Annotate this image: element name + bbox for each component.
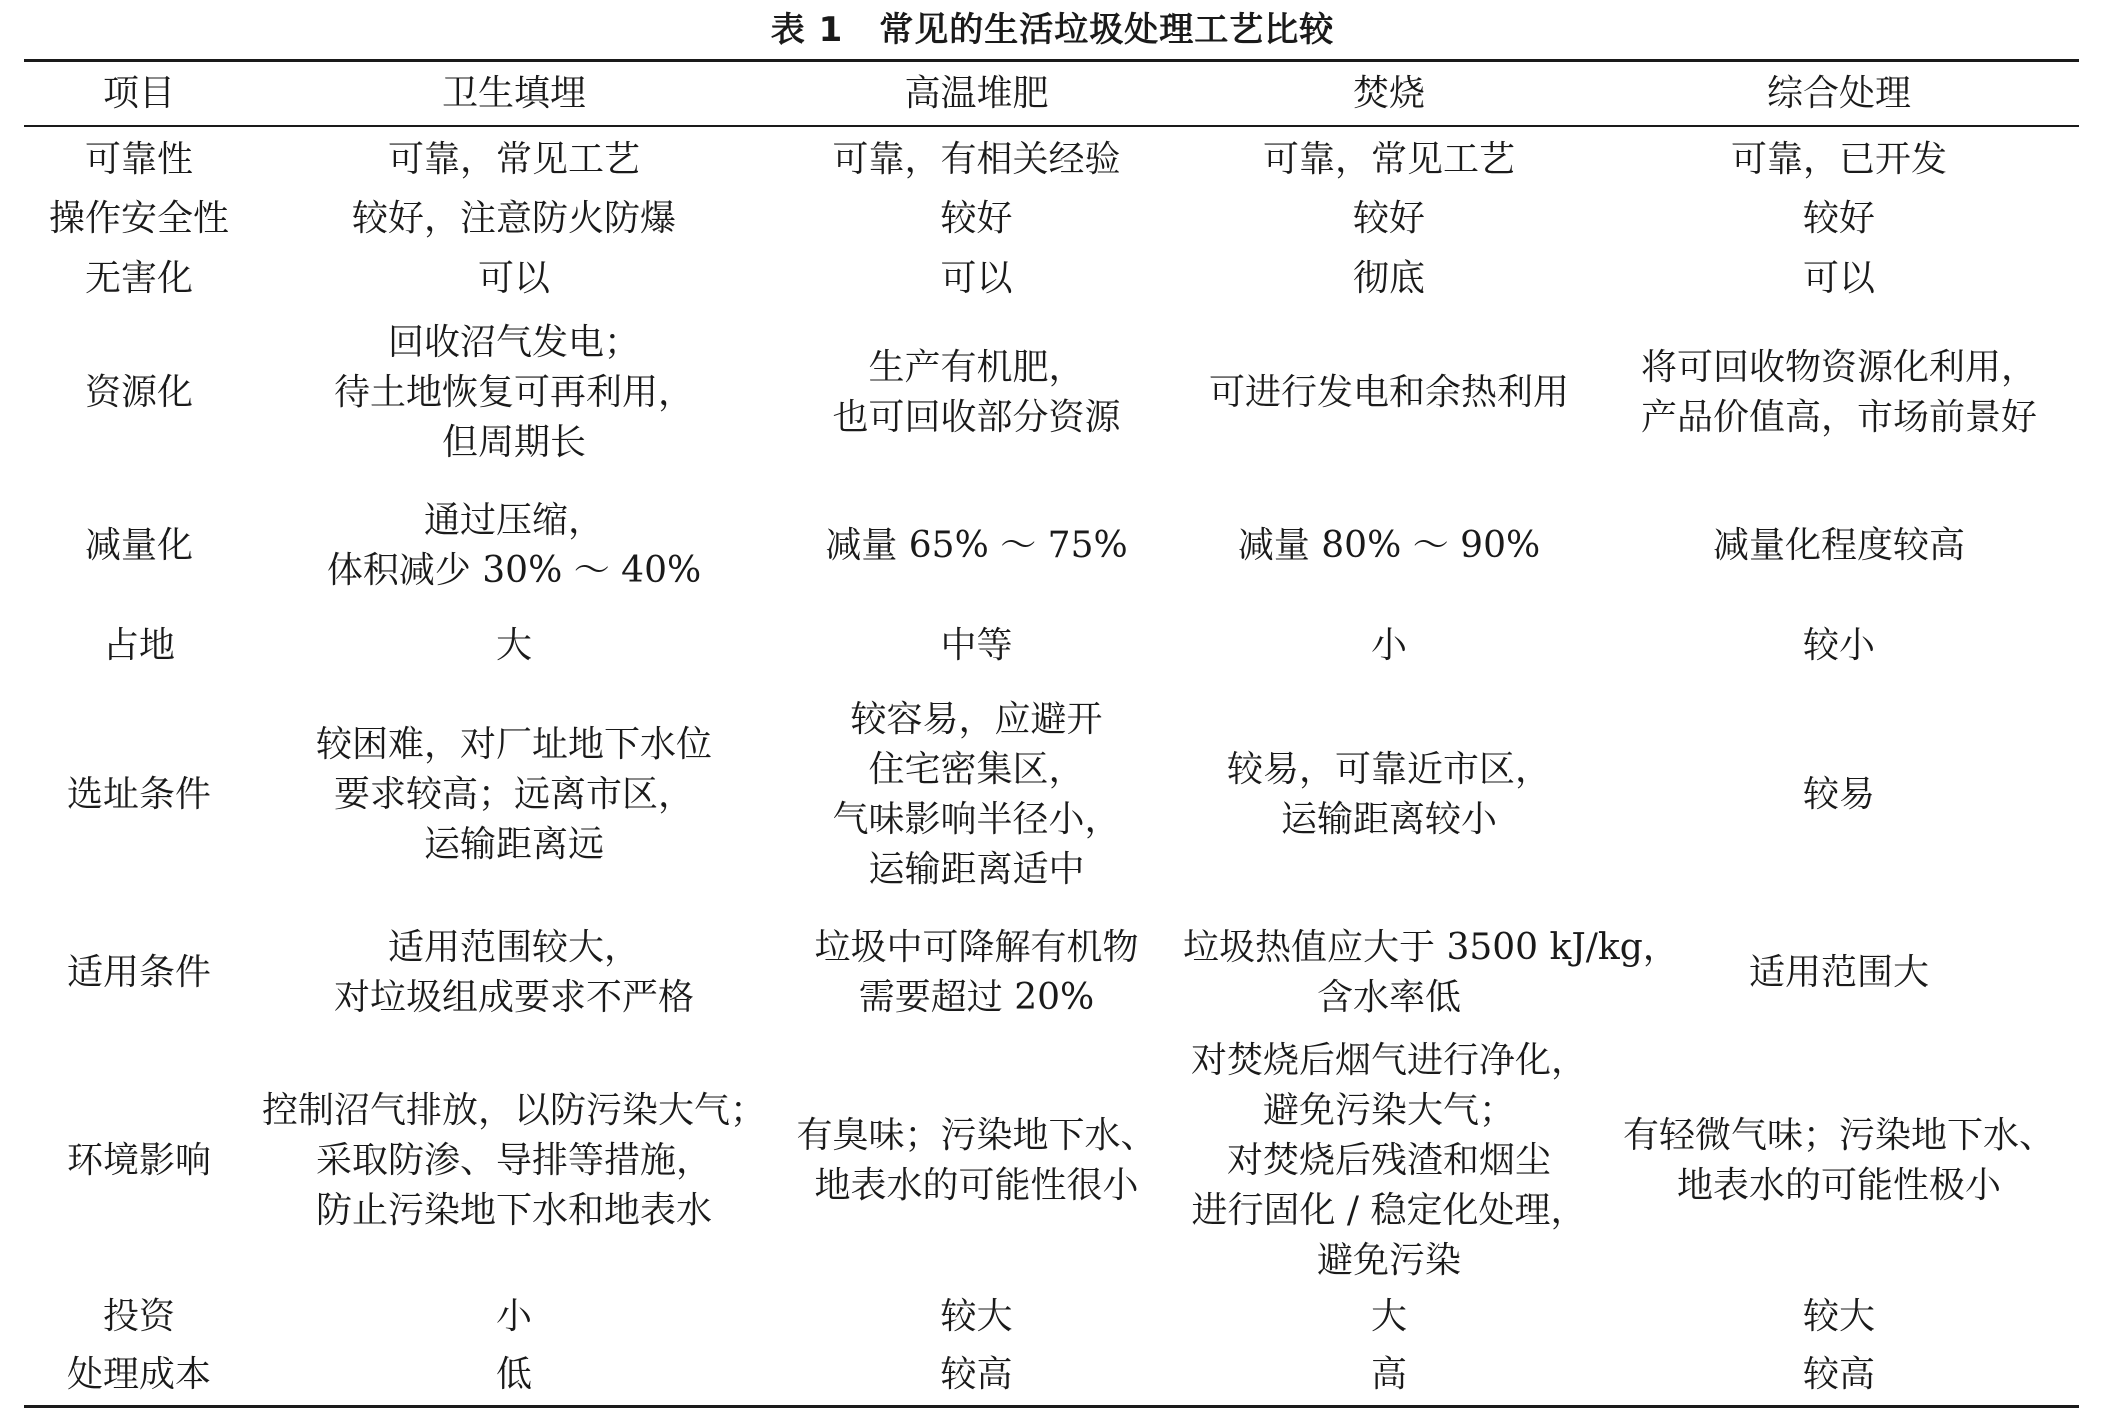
table-caption (0, 6, 2105, 54)
cell-line: 垃圾热值应大于 3500 kJ/kg， (1183, 927, 1679, 968)
row-item-label: 减量化 (84, 525, 193, 566)
header-row (24, 61, 2079, 127)
cell-line: 低 (495, 1354, 532, 1395)
cell-line: 气味影响半径小， (832, 799, 1121, 840)
cell-high-temp-composting (774, 189, 1179, 249)
table-header (24, 61, 2079, 127)
cell-incineration (1179, 677, 1599, 913)
cell-line: 大 (495, 625, 532, 666)
cell-line: 小 (1370, 625, 1407, 666)
cell-sanitary-landfill (254, 477, 774, 615)
cell-high-temp-composting (774, 1033, 1179, 1289)
cell-line: 减量化程度较高 (1712, 525, 1965, 566)
cell-incineration (1179, 309, 1599, 477)
cell-line: 要求较高；远离市区， (333, 774, 694, 815)
cell-line: 小 (495, 1296, 532, 1337)
cell-sanitary-landfill (254, 309, 774, 477)
cell-line: 减量 65% ～ 75% (825, 525, 1128, 566)
cell-integrated-treatment (1599, 615, 2079, 677)
cell-line: 体积减少 30% ～ 40% (326, 550, 702, 591)
cell-line: 也可回收部分资源 (832, 397, 1121, 438)
cell-incineration (1179, 913, 1679, 1033)
row-item-label: 占地 (102, 625, 175, 666)
cell-incineration (1179, 249, 1599, 309)
row-item-label: 操作安全性 (48, 198, 229, 239)
cell-high-temp-composting (774, 477, 1179, 615)
cell-high-temp-composting (774, 615, 1179, 677)
cell-line: 可靠，常见工艺 (387, 139, 640, 180)
comparison-table (24, 59, 2079, 1408)
cell-line: 运输距离远 (423, 824, 604, 865)
cell-line: 较好 (1352, 198, 1425, 239)
table-row (24, 1033, 2079, 1289)
cell-integrated-treatment (1599, 477, 2079, 615)
cell-line: 有臭味；污染地下水、 (796, 1115, 1157, 1156)
cell-high-temp-composting (774, 249, 1179, 309)
row-item-label: 环境影响 (66, 1140, 211, 1181)
cell-line: 生产有机肥， (868, 347, 1085, 388)
cell-line: 减量 80% ～ 90% (1237, 525, 1541, 566)
cell-line: 可靠，有相关经验 (832, 139, 1121, 180)
cell-line: 运输距离较小 (1280, 799, 1497, 840)
cell-line: 可以 (1802, 258, 1875, 299)
table-number: 表 1 (770, 10, 844, 50)
row-item-label: 可靠性 (84, 139, 193, 180)
cell-line: 可以 (940, 258, 1013, 299)
cell-line: 较大 (1802, 1296, 1875, 1337)
cell-line: 进行固化 / 稳定化处理， (1191, 1190, 1587, 1231)
cell-sanitary-landfill (254, 913, 774, 1033)
table-row (24, 1289, 2079, 1345)
cell-integrated-treatment (1599, 189, 2079, 249)
cell-line: 高 (1370, 1354, 1407, 1395)
cell-high-temp-composting (774, 309, 1179, 477)
cell-line: 适用范围大 (1748, 952, 1929, 993)
cell-line: 中等 (940, 625, 1013, 666)
cell-incineration (1179, 615, 1599, 677)
cell-incineration (1179, 1345, 1599, 1407)
cell-line: 较高 (940, 1354, 1013, 1395)
cell-high-temp-composting (774, 913, 1179, 1033)
cell-line: 较好，注意防火防爆 (351, 198, 676, 239)
row-item-label: 处理成本 (66, 1354, 211, 1395)
header-incineration: 焚烧 (1179, 61, 1599, 127)
cell-line: 待土地恢复可再利用， (333, 372, 694, 413)
cell-line: 对焚烧后残渣和烟尘 (1226, 1140, 1551, 1181)
cell-line: 可以 (477, 258, 550, 299)
cell-line: 避免污染 (1316, 1240, 1461, 1281)
cell-sanitary-landfill (254, 677, 774, 913)
cell-line: 含水率低 (1316, 977, 1461, 1018)
row-item-label: 无害化 (84, 258, 193, 299)
cell-line: 采取防渗、导排等措施， (315, 1140, 712, 1181)
cell-line: 垃圾中可降解有机物 (814, 927, 1139, 968)
header-item: 项目 (24, 61, 254, 127)
table-row (24, 677, 2079, 913)
cell-line: 彻底 (1352, 258, 1425, 299)
cell-integrated-treatment (1599, 126, 2079, 189)
cell-line: 可靠，常见工艺 (1262, 139, 1515, 180)
table-row (24, 615, 2079, 677)
cell-line: 地表水的可能性极小 (1676, 1165, 2001, 1206)
cell-line: 大 (1370, 1296, 1407, 1337)
cell-sanitary-landfill (254, 615, 774, 677)
cell-line: 对垃圾组成要求不严格 (333, 977, 694, 1018)
cell-line: 有轻微气味；污染地下水、 (1622, 1115, 2055, 1156)
cell-sanitary-landfill (254, 1345, 774, 1407)
cell-line: 地表水的可能性很小 (814, 1165, 1139, 1206)
table-row (24, 1345, 2079, 1407)
cell-line: 运输距离适中 (868, 849, 1085, 890)
header-high-temp-composting: 高温堆肥 (774, 61, 1179, 127)
cell-line: 较小 (1802, 625, 1875, 666)
cell-incineration (1179, 1289, 1599, 1345)
table-row (24, 189, 2079, 249)
cell-line: 产品价值高，市场前景好 (1640, 397, 2037, 438)
cell-sanitary-landfill (254, 249, 774, 309)
cell-incineration (1179, 477, 1599, 615)
cell-high-temp-composting (774, 1345, 1179, 1407)
cell-high-temp-composting (774, 1289, 1179, 1345)
cell-integrated-treatment (1599, 1033, 2079, 1289)
cell-integrated-treatment (1599, 677, 2079, 913)
cell-line: 防止污染地下水和地表水 (315, 1190, 712, 1231)
cell-line: 控制沼气排放，以防污染大气； (261, 1090, 766, 1131)
cell-sanitary-landfill (254, 189, 774, 249)
cell-line: 可进行发电和余热利用 (1208, 372, 1569, 413)
cell-line: 较大 (940, 1296, 1013, 1337)
cell-line: 通过压缩， (423, 500, 604, 541)
row-item-label: 选址条件 (66, 774, 211, 815)
cell-high-temp-composting (774, 126, 1179, 189)
row-item-label: 投资 (102, 1296, 175, 1337)
cell-line: 较易，可靠近市区， (1226, 749, 1551, 790)
cell-sanitary-landfill (254, 1289, 774, 1345)
row-item-label: 适用条件 (66, 952, 211, 993)
cell-sanitary-landfill (254, 126, 774, 189)
row-item-label: 资源化 (84, 372, 193, 413)
cell-sanitary-landfill (254, 1033, 774, 1289)
cell-line: 需要超过 20% (858, 977, 1095, 1018)
table-row (24, 126, 2079, 189)
header-sanitary-landfill: 卫生填埋 (254, 61, 774, 127)
cell-line: 较高 (1802, 1354, 1875, 1395)
table-row (24, 477, 2079, 615)
table-row (24, 309, 2079, 477)
cell-line: 较好 (940, 198, 1013, 239)
cell-line: 较易 (1802, 774, 1875, 815)
cell-line: 住宅密集区， (868, 749, 1085, 790)
cell-incineration (1179, 189, 1599, 249)
header-integrated-treatment: 综合处理 (1599, 61, 2079, 127)
cell-line: 较容易，应避开 (850, 699, 1103, 740)
cell-line: 回收沼气发电； (387, 322, 640, 363)
cell-integrated-treatment (1599, 1345, 2079, 1407)
cell-integrated-treatment (1599, 309, 2079, 477)
cell-line: 适用范围较大， (387, 927, 640, 968)
table-row (24, 913, 2079, 1033)
table-row (24, 249, 2079, 309)
cell-line: 避免污染大气； (1262, 1090, 1515, 1131)
cell-line: 将可回收物资源化利用， (1640, 347, 2037, 388)
cell-line: 可靠，已开发 (1730, 139, 1947, 180)
table-body (24, 126, 2079, 1407)
cell-integrated-treatment (1599, 249, 2079, 309)
cell-incineration (1179, 126, 1599, 189)
cell-line: 对焚烧后烟气进行净化， (1190, 1040, 1587, 1081)
cell-line: 较困难，对厂址地下水位 (315, 724, 712, 765)
cell-incineration (1179, 1033, 1599, 1289)
cell-high-temp-composting (774, 677, 1179, 913)
cell-integrated-treatment (1599, 1289, 2079, 1345)
cell-line: 较好 (1802, 198, 1875, 239)
cell-line: 但周期长 (441, 422, 586, 463)
table-title: 常见的生活垃圾处理工艺比较 (879, 10, 1335, 50)
